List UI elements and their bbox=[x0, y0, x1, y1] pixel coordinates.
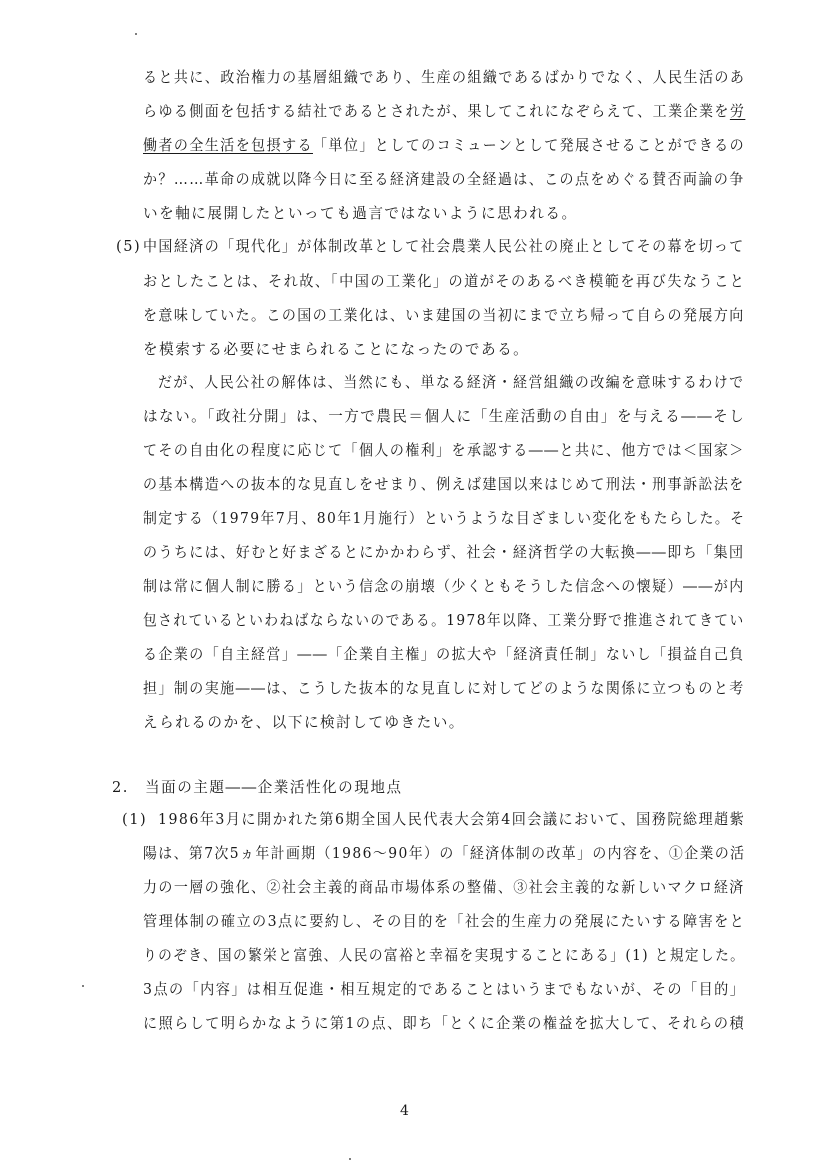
p3-line-3: てその自由化の程度に応じて「個人の権利」を承認する――と共に、他方では＜国家＞ bbox=[143, 442, 745, 459]
p3-line-9: る企業の「自主経営」――「企業自主権」の拡大や「経済責任制」ないし「損益自己負 bbox=[143, 646, 745, 663]
p2-line-1: 中国経済の「現代化」が体制改革として社会農業人民公社の廃止としてその幕を切って bbox=[143, 238, 745, 255]
p4-line-6: 3点の「内容」は相互促進・相互規定的であることはいうまでもないが、その「目的」 bbox=[143, 981, 746, 998]
p4-line-1: 1986年3月に開かれた第6期全国人民代表大会第4回会議において、国務院総理趙紫 bbox=[158, 811, 746, 828]
p4-line-4: 管理体制の確立の3点に要約し、その目的を「社会的生産力の発展にたいする障害をと bbox=[143, 913, 746, 930]
scan-speck bbox=[135, 33, 137, 35]
p3-line-7: 制は常に個人制に勝る」という信念の崩壊（少くともそうした信念への懐疑）――が内 bbox=[143, 578, 745, 595]
p2-marker: (5) bbox=[116, 238, 142, 255]
p3-line-1: だが、人民公社の解体は、当然にも、単なる経済・経営組織の改編を意味するわけで bbox=[158, 374, 745, 391]
scan-speck bbox=[82, 985, 84, 987]
p3-line-10: 担」制の実施――は、こうした抜本的な見直しに対してどのような関係に立つものと考 bbox=[143, 680, 745, 697]
p1-line-3-underlined: 働者の全生活を包摂する bbox=[143, 137, 313, 154]
p1-line-5: いを軸に展開したといっても過言ではないように思われる。 bbox=[143, 205, 578, 222]
p1-line-1: ると共に、政治権力の基層組織であり、生産の組織であるばかりでなく、人民生活のあ bbox=[143, 69, 746, 86]
p3-line-11: えられるのかを、以下に検討してゆきたい。 bbox=[143, 714, 465, 731]
section-heading: 2. 当面の主題――企業活性化の現地点 bbox=[112, 779, 403, 796]
p4-marker: (1) bbox=[122, 811, 148, 828]
page-number: 4 bbox=[400, 1103, 409, 1119]
p3-line-4: の基本構造への抜本的な見直しをせまり、例えば建国以来はじめて刑法・刑事訴訟法を bbox=[143, 476, 745, 493]
p3-line-5: 制定する（1979年7月、80年1月施行）というような目ざましい変化をもたらした。そ bbox=[143, 510, 746, 527]
p1-line-3 bbox=[143, 136, 745, 156]
p2-line-2: おとしたことは、それ故、「中国の工業化」の道がそのあるべき模範を再び失なうこと bbox=[143, 273, 746, 290]
p1-line-3-rest: 「単位」としてのコミューンとして発展させることができるの bbox=[312, 137, 746, 154]
p4-line-3: 力の一層の強化、②社会主義的商品市場体系の整備、③社会主義的な新しいマクロ経済 bbox=[143, 879, 745, 896]
p1-line-4: か？……革命の成就以降今日に至る経済建設の全経過は、この点をめぐる賛否両論の争 bbox=[143, 171, 745, 188]
p3-line-6: のうちには、好むと好まざるとにかかわらず、社会・経済哲学の大転換――即ち「集団 bbox=[143, 544, 745, 561]
p4-line-2: 陽は、第7次5ヵ年計画期（1986～90年）の「経済体制の改革」の内容を、①企業の活 bbox=[143, 845, 746, 862]
scan-speck bbox=[349, 1158, 351, 1160]
p1-line-2-underlined: 労 bbox=[729, 103, 746, 120]
p1-line-2 bbox=[143, 102, 745, 122]
p2-line-3: を意味していた。この国の工業化は、いま建国の当初にまで立ち帰って自らの発展方向 bbox=[143, 307, 745, 324]
p1-line-2-text: らゆる側面を包括する結社であるとされたが、果してこれになぞらえて、工業企業を bbox=[143, 103, 730, 120]
p4-line-7: に照らして明らかなように第1の点、即ち「とくに企業の権益を拡大して、それらの積 bbox=[143, 1015, 746, 1032]
p4-line-5: りのぞき、国の繁栄と富強、人民の富裕と幸福を実現することにある」(1) と規定した。 bbox=[143, 947, 746, 964]
p2-line-4: を模索する必要にせまられることになったのである。 bbox=[143, 341, 530, 358]
p3-line-2: はない。「政社分開」は、一方で農民＝個人に「生産活動の自由」を与える――そし bbox=[143, 408, 746, 425]
p3-line-8: 包されているといわねばならないのである。1978年以降、工業分野で推進されてきてい bbox=[143, 612, 745, 629]
